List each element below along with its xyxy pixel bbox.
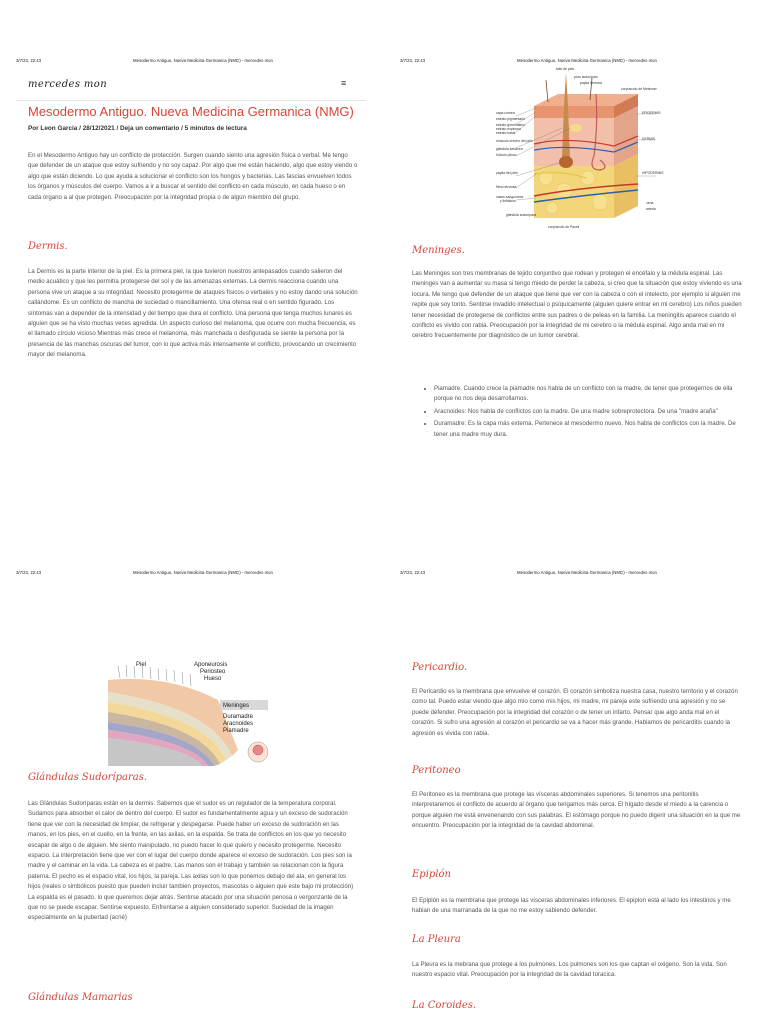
list-item: • Piamadre. Cuando crece la piamadre nos habla de un conflicto con la madre, de tener que protegernos de ella porque no nos deja desarrollarnos.	[434, 384, 742, 405]
pleura-paragraph: La Pleura es la mebrana que protege a los pulmones. Los pulmones son los que captan el oxigeno. Son la vida. Son nuestro espacio vital. Preocupación por la integridad de la cavidad toracica.	[412, 961, 727, 979]
label-linfaticos: y linfáticos	[500, 199, 516, 203]
label-sudoripara: glándula sudorípara	[506, 213, 536, 217]
glandulas-sudoriparas-paragraph: Las Glándulas Sudoríparas están en la dermis. Sabemos que el sudor es un regulador de la temperatura corporal. Sudamos para absorber el calor de dentro del cuerpo. El sudor es fundamentalmente agua y un exceso de sudoración tiene que ver con la necesidad de limpiar, de refrigerar y despegarse. Puede haber un exceso de sudoración en las manos, en los pies, en el cuello, en la frente, en las axilas, en la espalda. Se trata de conflictos en los que yo necesito escapar de algo o de alguien. Me siento manipulado, no puedo hacer lo que quiero y necesito protegerme. Necesito espacio. La interpretación tiene que ver con el lugar del cuerpo donde aparece el exceso de sudoración. Los pies son la madre y el caminar en la vida. La cabeza es el padre. Las manos son el trabajo y también se relacionan con la figura paterna. El pecho es el espacio vital, los hijos, la pareja. Las axilas son lo que ponemos debajo del ala, en general los hijos (reales o simbólicos puesto que pueden incluir también proyectos, mascotas o alguien que este bajo mi protección) La espalda es el pasado, lo que queremos dejar atrás. Sentirse atacado por una situación penosa o vergonzante de la que no se puede escapar. Sentirse expuesto. Enfrentarse a alguien considerado superior. Suciedad de la imagen especialmente en la pubertad (acné)	[28, 800, 354, 922]
section-title-peritoneo: Peritoneo	[412, 765, 461, 776]
print-datetime: 3/7/23, 22:43	[16, 58, 42, 63]
pdf-page-1	[0, 0, 384, 512]
label-meninges: Meninges	[223, 703, 250, 709]
article-meta[interactable]: Por Leon Garcia / 28/12/2021 / Deja un comentario / 5 minutos de lectura	[28, 125, 247, 132]
label-piamadre: Piamadre	[223, 728, 249, 734]
label-basal: estrato basal	[496, 131, 516, 135]
label-papila-dermica: papila dérmica	[580, 81, 603, 85]
pdf-page-4	[384, 512, 768, 1024]
label-duramadre: Duramadre	[223, 714, 254, 720]
section-title-epiplon: Epiplón	[412, 869, 451, 880]
meninges-diagram	[108, 660, 278, 766]
label-dermis: DERMIS	[642, 137, 656, 141]
label-capa-cornea: capa córnea	[496, 111, 515, 115]
section-title-glandulas-mamarias: Glándulas Mamarias	[28, 992, 133, 1003]
label-hueso: Hueso	[204, 676, 222, 682]
pdf-page-3	[0, 512, 384, 1024]
label-germinativo: estrato germinativo	[496, 123, 525, 127]
meninges-bullet-list	[424, 384, 742, 442]
label-epidermis: EPIDERMIS	[642, 111, 661, 115]
pdf-page-2	[384, 0, 768, 512]
label-nerviosa: fibra nerviosa	[496, 185, 517, 189]
list-item: • Duramadre: Es la capa más externa. Pertenece al mesodermo nuevo. Nos habla de conflictos con la madre. De tener una madre muy dura.	[434, 419, 742, 440]
label-poro: poro sudoríparo	[574, 75, 598, 79]
hamburger-icon[interactable]: ≡	[341, 78, 347, 88]
pericardio-paragraph: El Pericardio es la membrana que envuelve el corazón. El corazón simboliza nuestra casa, nuestro territorio y el corazón como tal. Puedo estar viendo que algo mío como mis hijos, mi madre, mi pareja este sufriendo una agresión y no se puede defender. Preocupación por la integridad del corazón o de tener un infarto. Pensar que algo anda mal en el corazón. Si sufro una agresión al corazón el pericardio se va a hacer más grande. Hablamos de pericarditis cuando la agresión es vivida con rabia.	[412, 688, 738, 737]
label-foliculo: folículo piloso	[496, 153, 517, 157]
label-periosteo: Periosteo	[200, 669, 226, 675]
section-title-dermis: Dermis.	[28, 241, 68, 252]
print-datetime: 3/7/23, 22:43	[400, 570, 426, 575]
section-title-meninges: Meninges.	[412, 245, 465, 256]
label-aponeurosis: Aponeurosis	[194, 662, 228, 668]
list-item: • Aracnoides: Nos habla de conflictos con la madre. De una madre sobreprotectora. De una "madre araña"	[434, 407, 742, 417]
article-title: Mesodermo Antiguo. Nueva Medicina Germanica (NMG)	[28, 104, 354, 119]
print-doc-title: Mesodermo Antiguo. Nueva Medicina Germanica (NMG) - mercedes mon	[133, 58, 273, 63]
intro-paragraph: En el Mesodermo Antiguo hay un conflicto de protección. Surgen cuando siento una agresión física o verbal. Me tengo que defender de un ataque que estoy sufriendo y no soy capaz. Por algo que me están haciendo, algo que estoy viendo o algo que están diciendo. Lo que ayuda a solucionar el conflicto son los hongos y bacterias. Las fascias envuelven todos los órganos y músculos del cuerpo. Vamos a ir a buscar el sentido del conflicto en cada músculo, en cada hueso o en cada órgano a al que protegen. Preocupación por la integridad propia o de algún miembro del grupo.	[28, 152, 358, 201]
epiplon-paragraph: El Epiplón es la membrana que protege las vísceras abdominales inferiores. El epiplon está al lado los intestinos y me hablan de una marranada de la que no me estoy sabiendo defender.	[412, 897, 731, 915]
site-name[interactable]: mercedes mon	[28, 79, 108, 90]
label-pigmentario: estrato pigmentario	[496, 117, 526, 121]
print-datetime: 3/7/23, 22:43	[16, 570, 42, 575]
label-erector: músculo erector del pelo	[496, 139, 533, 143]
label-aracnoides: Aracnoides	[223, 721, 254, 727]
label-piel: Piel	[136, 662, 147, 668]
section-title-pericardio: Pericardio.	[412, 662, 468, 673]
label-papila-pelo: papila del pelo	[496, 171, 518, 175]
label-espinoso: estrato espinoso	[496, 127, 521, 131]
section-title-coroides: La Coroides.	[412, 1000, 477, 1011]
label-hipodermis: HIPODERMIS	[642, 171, 664, 175]
header-divider	[16, 100, 366, 101]
print-doc-title: Mesodermo Antiguo. Nueva Medicina Germanica (NMG) - mercedes mon	[517, 58, 657, 63]
label-meissner: corpúsculo de Meissner	[621, 87, 657, 91]
skin-diagram	[496, 66, 672, 234]
peritoneo-paragraph: El Peritoneo es la membrana que protege las vísceras abdominales superiores. Si tenemos una peritonitis interpretaremos el conflicto de acuerdo al órgano que tengamos más cerca. El hígado desde el miedo a la carencia o porque alguien me está envenenando con sus palabras. El estómago porque no puedo digerir una situación en la que me encuentro. Preocupación por la integridad de la cavidad abdominal.	[412, 791, 741, 830]
label-vasos: vasos sanguíneos	[496, 195, 524, 199]
label-vena: vena	[646, 201, 654, 205]
print-datetime: 3/7/23, 22:43	[400, 58, 426, 63]
label-arteria: arteria	[646, 207, 656, 211]
print-doc-title: Mesodermo Antiguo. Nueva Medicina Germanica (NMG) - mercedes mon	[133, 570, 273, 575]
section-title-glandulas-sudoriparas: Glándulas Sudoríparas.	[28, 772, 148, 783]
label-pacini: corpúsculo de Pacini	[548, 225, 580, 229]
label-tallo: tallo de pelo	[556, 67, 575, 71]
meninges-paragraph: Las Meninges son tres membranas de tejido conjuntivo que rodean y protegen el encéfalo y la médula espinal. Las meninges van a aumentar su masa si tengo miedo de perder la cabeza, si creo que la situación que estoy viviendo es una locura. Me tengo que defender de un ataque que tiene que ver con la cabeza o con el intelecto, por ejemplo si alguien me repite que soy tonto. Sentirse invadido intelectual o psíquicamente (alguien quiere entrar en mi cerebro) Los niños pueden tener necesidad de protegerse de conflictos entre sus padres o de peleas en la familia. La meningitis aparece cuando el conflicto es vivido con rabia. Preocupación por la integridad de mi cerebro o la médula espinal. Algo anda mal en mi cerebro frecuentemente por diagnóstico de un tumor cerebral.	[412, 270, 742, 340]
print-doc-title: Mesodermo Antiguo. Nueva Medicina Germanica (NMG) - mercedes mon	[517, 570, 657, 575]
label-sebacea: glándula sebácea	[496, 147, 523, 151]
dermis-paragraph: La Dermis es la parte interior de la piel. Es la primera piel, la que tuvieron nuestros antepasados cuando salieron del medio acuático y que les permitía protegerse del sol y de las amenazas externas. La dermis reacciona cuando una persona vive un ataque a su integridad. Necesito protegerme de ataques físicos o verbales y no estoy dando una solución callándome. Es un conflicto de mancha de suciedad o mancillamiento. Una ofensa real o en sentido figurado. Los síntomas van a depender de la intensidad y del tiempo que dura el conflicto. Una persona que tenga muchos lunares es alguien que se ha visto muchas veces agredida. Un aspecto curioso del melanoma, que ocurre con mucha frecuencia, es el llamado círculo vicioso Mientras más crece el melanoma, más manchada o desfigurada se siente la persona por la presencia de las manchas oscuras del tumor, con lo que activa más intensamente el conflicto, provocando un crecimiento mayor del melanoma.	[28, 268, 358, 359]
section-title-pleura: La Pleura	[412, 934, 461, 945]
